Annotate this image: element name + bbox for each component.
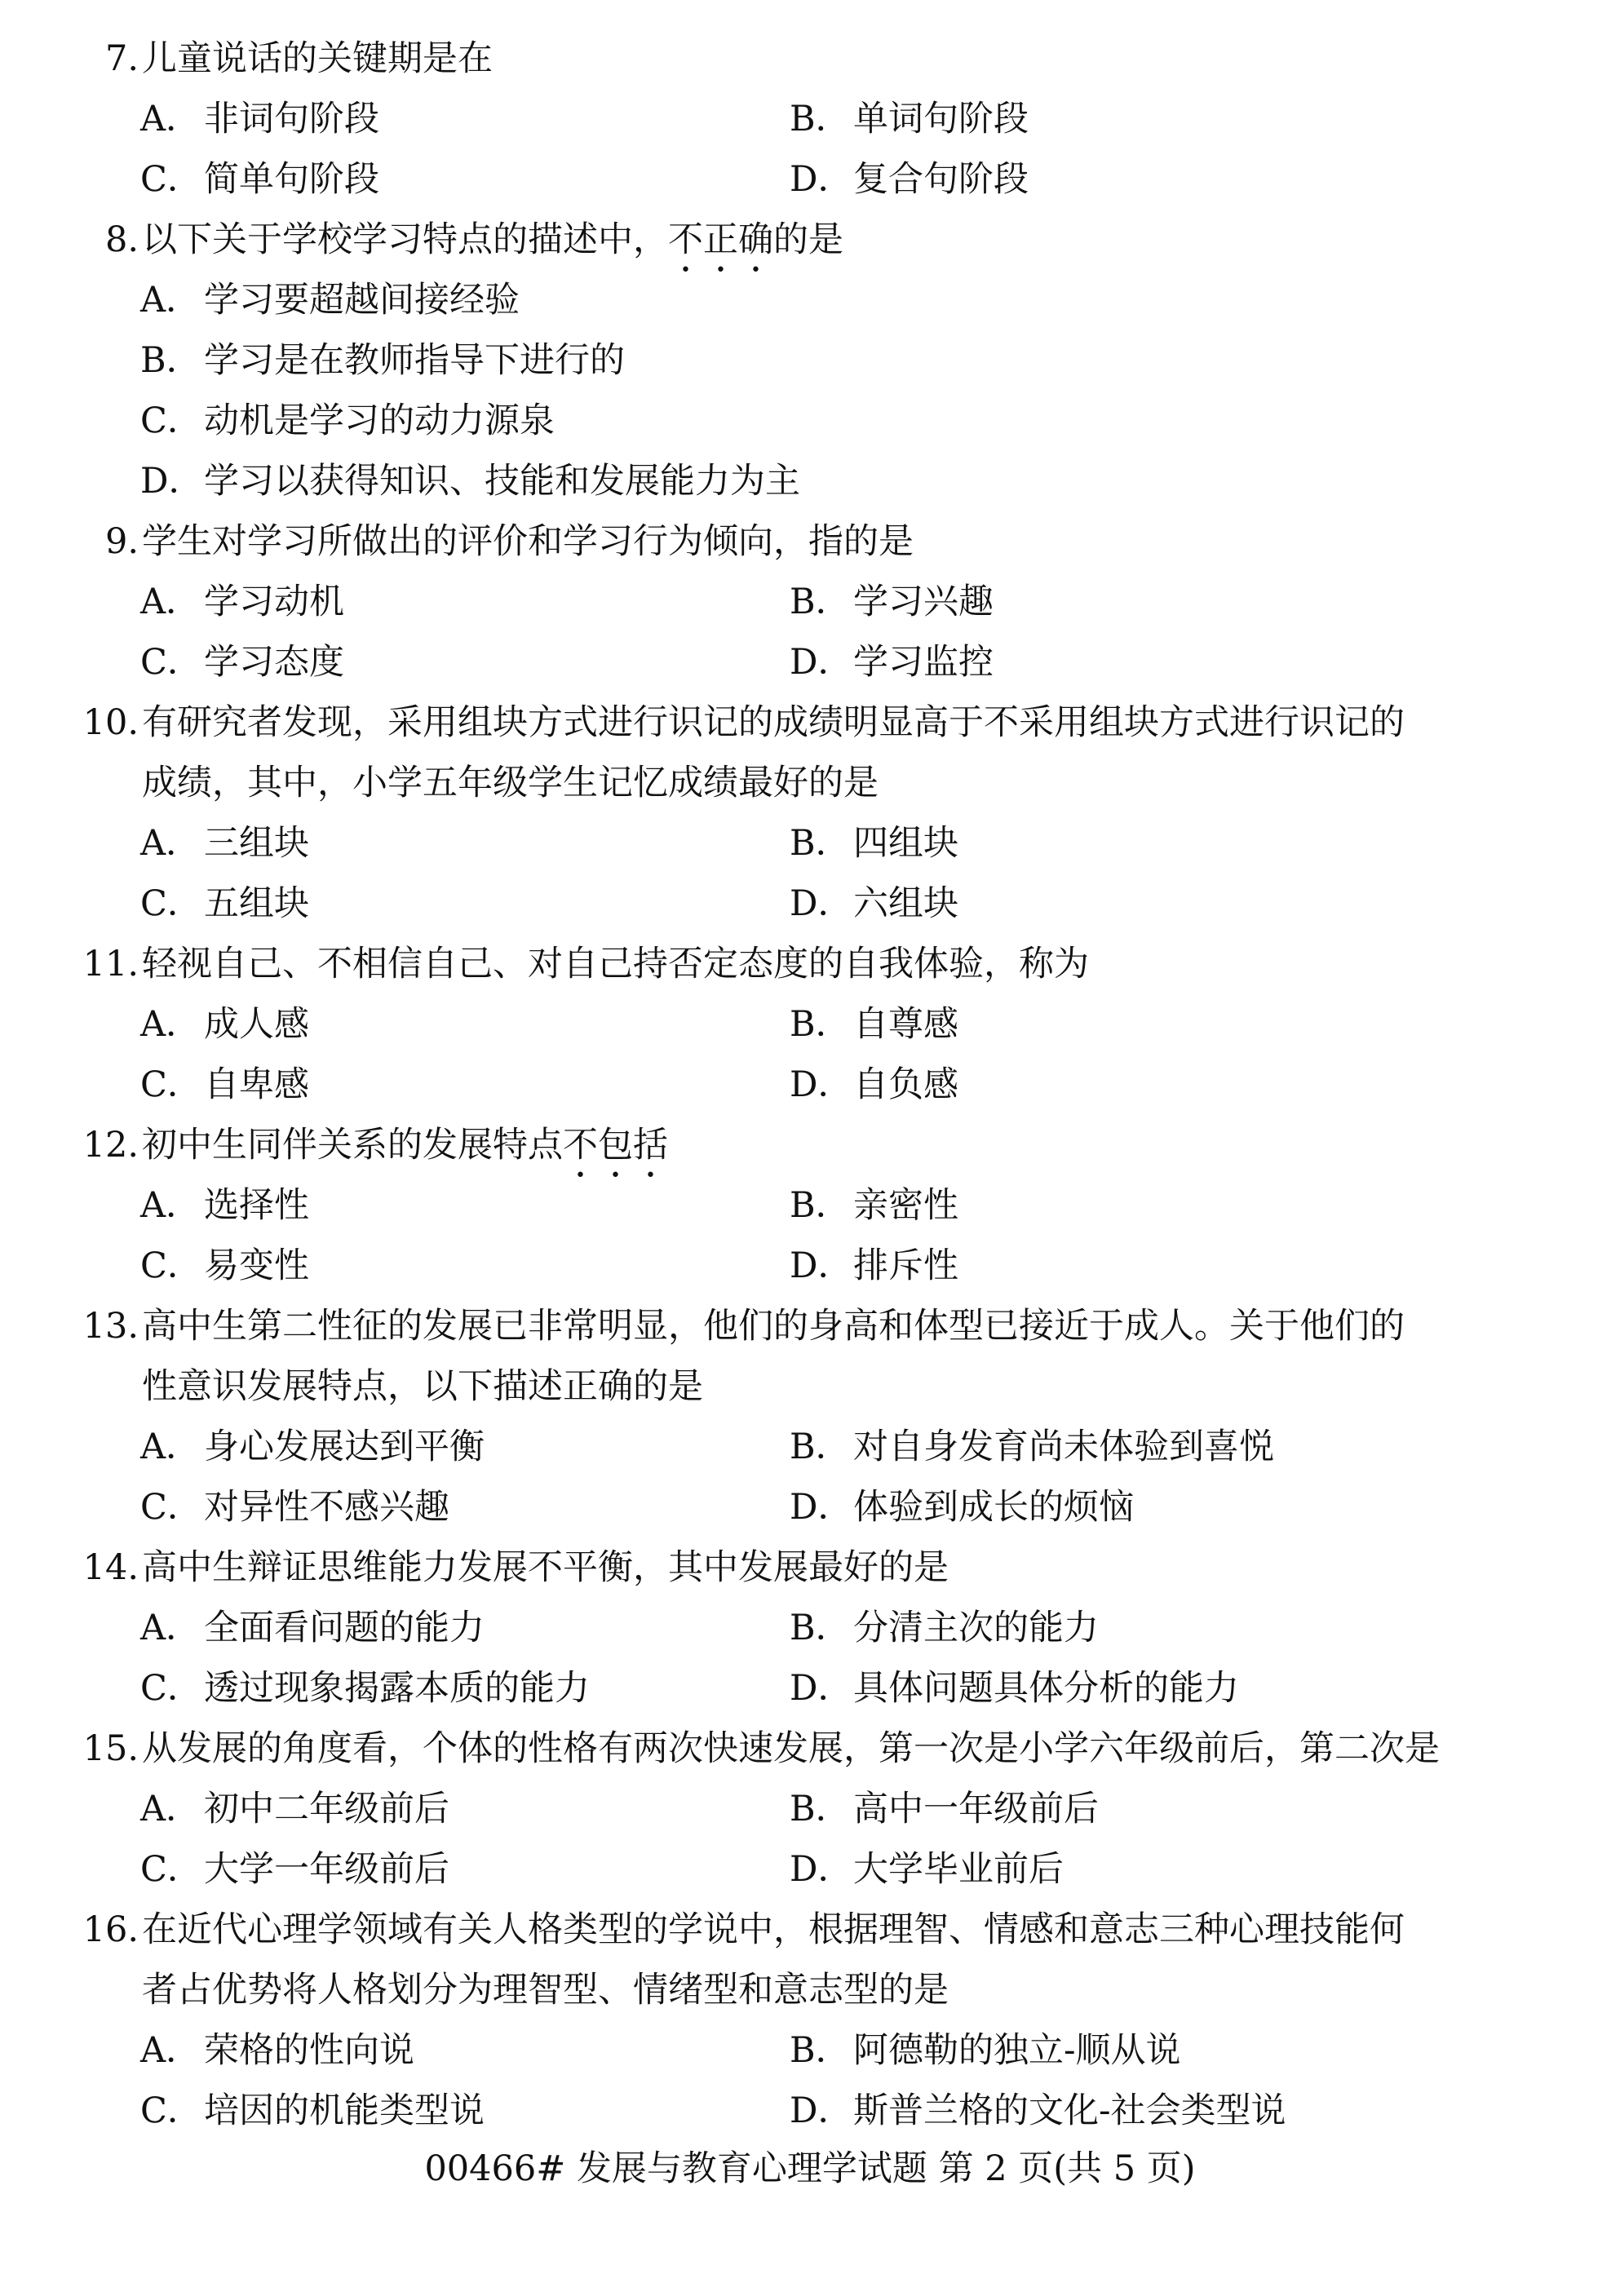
stem-text: 以下关于学校学习特点的描述中， [142, 219, 668, 260]
option-letter: C． [140, 1487, 202, 1528]
option-letter: B． [790, 2030, 851, 2071]
option-letter: C． [140, 400, 202, 441]
option-text: 大学毕业前后 [853, 1849, 1064, 1890]
option-c [140, 1484, 449, 1531]
question-stem-continued: 性意识发展特点，以下描述正确的是 [142, 1366, 703, 1407]
option-letter: B． [790, 1185, 851, 1226]
option-text: 身心发展达到平衡 [204, 1427, 485, 1467]
option-b [790, 1785, 1099, 1833]
option-text: 初中二年级前后 [204, 1789, 449, 1829]
option-text: 培因的机能类型说 [204, 2090, 485, 2131]
option-text: 大学一年级前后 [204, 1849, 449, 1890]
question-stem-continued: 成绩，其中，小学五年级学生记忆成绩最好的是 [142, 763, 879, 803]
option-text: 五组块 [204, 883, 309, 924]
option-a [140, 820, 309, 867]
option-a [140, 276, 520, 324]
option-letter: C． [140, 1064, 202, 1105]
option-text: 学习动机 [204, 582, 344, 622]
option-a [140, 1423, 485, 1471]
question-number: 13. [82, 1306, 139, 1347]
option-letter: D． [790, 1064, 853, 1105]
option-text: 自卑感 [204, 1064, 309, 1105]
option-text: 对异性不感兴趣 [204, 1487, 449, 1528]
question-number: 14. [82, 1547, 139, 1588]
stem-text: 的是 [773, 219, 843, 260]
option-letter: B． [790, 823, 851, 864]
question-stem [142, 216, 843, 281]
option-b [790, 820, 958, 867]
option-text: 排斥性 [853, 1245, 958, 1286]
option-text: 自尊感 [853, 1004, 958, 1045]
page-footer: 00466# 发展与教育心理学试题 第 2 页(共 5 页) [424, 2148, 1196, 2189]
option-b [790, 1423, 1274, 1471]
option-letter: C． [140, 1245, 202, 1286]
option-a [140, 2027, 414, 2074]
option-letter: A． [140, 1004, 201, 1045]
option-letter: A． [140, 1185, 201, 1226]
option-text: 成人感 [204, 1004, 309, 1045]
question-number: 15. [82, 1728, 139, 1769]
option-letter: B． [790, 1789, 851, 1829]
question-number: 8. [104, 219, 139, 260]
option-letter: C． [140, 1849, 202, 1890]
option-letter: D． [790, 1849, 853, 1890]
option-letter: B． [790, 99, 851, 139]
stem-text: 初中生同伴关系的发展特点 [142, 1125, 563, 1166]
option-text: 透过现象揭露本质的能力 [204, 1668, 590, 1709]
option-c [140, 1242, 309, 1290]
option-text: 动机是学习的动力源泉 [204, 400, 555, 441]
option-text: 选择性 [204, 1185, 309, 1226]
question-stem [142, 1121, 668, 1186]
option-letter: D． [790, 159, 853, 200]
question-number: 10. [82, 702, 139, 743]
option-letter: D． [790, 1668, 853, 1709]
option-text: 六组块 [853, 883, 958, 924]
option-d [790, 880, 958, 927]
option-c [140, 2087, 485, 2135]
option-text: 荣格的性向说 [204, 2030, 414, 2071]
option-letter: A． [140, 582, 201, 622]
option-letter: C． [140, 2090, 202, 2131]
option-letter: A． [140, 280, 201, 321]
option-a [140, 95, 379, 143]
option-letter: A． [140, 2030, 201, 2071]
option-d [790, 1846, 1064, 1893]
option-a [140, 1001, 309, 1048]
option-letter: C． [140, 642, 202, 683]
option-c [140, 880, 309, 927]
option-text: 非词句阶段 [204, 99, 379, 139]
question-number: 16. [82, 1909, 139, 1950]
option-text: 对自身发育尚未体验到喜悦 [853, 1427, 1274, 1467]
option-letter: A． [140, 99, 201, 139]
option-a [140, 1604, 485, 1652]
emphasis-text: 不正确 [668, 219, 773, 260]
emphasis-text: 不包括 [563, 1125, 668, 1166]
question-stem: 学生对学习所做出的评价和学习行为倾向，指的是 [142, 521, 914, 562]
option-b [790, 2027, 1181, 2074]
option-text: 阿德勒的独立-顺从说 [853, 2030, 1181, 2071]
question-number: 7. [104, 38, 139, 79]
option-b [790, 95, 1029, 143]
option-letter: C． [140, 883, 202, 924]
option-d [790, 2087, 1286, 2135]
question-stem: 从发展的角度看，个体的性格有两次快速发展，第一次是小学六年级前后，第二次是 [142, 1728, 1440, 1769]
option-b [790, 1182, 958, 1229]
option-letter: A． [140, 1427, 201, 1467]
option-text: 亲密性 [853, 1185, 958, 1226]
option-text: 学习要超越间接经验 [204, 280, 520, 321]
option-letter: B． [790, 1608, 851, 1648]
option-letter: B． [140, 340, 201, 381]
question-stem: 儿童说话的关键期是在 [142, 38, 493, 79]
option-c [140, 397, 555, 445]
option-text: 复合句阶段 [853, 159, 1029, 200]
option-letter: C． [140, 1668, 202, 1709]
option-b [790, 578, 994, 626]
option-b [140, 337, 625, 384]
option-text: 全面看问题的能力 [204, 1608, 485, 1648]
option-text: 分清主次的能力 [853, 1608, 1099, 1648]
option-letter: D． [790, 883, 853, 924]
option-text: 学习态度 [204, 642, 344, 683]
option-d [790, 639, 994, 686]
option-text: 体验到成长的烦恼 [853, 1487, 1134, 1528]
option-letter: C． [140, 159, 202, 200]
question-stem: 高中生辩证思维能力发展不平衡，其中发展最好的是 [142, 1547, 949, 1588]
option-text: 四组块 [853, 823, 958, 864]
option-c [140, 1665, 590, 1712]
question-stem-continued: 者占优势将人格划分为理智型、情绪型和意志型的是 [142, 1970, 949, 2011]
question-stem: 高中生第二性征的发展已非常明显，他们的身高和体型已接近于成人。关于他们的 [142, 1306, 1405, 1347]
question-stem: 在近代心理学领域有关人格类型的学说中，根据理智、情感和意志三种心理技能何 [142, 1909, 1405, 1950]
option-letter: D． [790, 1245, 853, 1286]
option-a [140, 1785, 449, 1833]
question-stem: 有研究者发现，采用组块方式进行识记的成绩明显高于不采用组块方式进行识记的 [142, 702, 1405, 743]
option-letter: A． [140, 1608, 201, 1648]
option-b [790, 1001, 958, 1048]
option-a [140, 1182, 309, 1229]
option-text: 学习以获得知识、技能和发展能力为主 [204, 461, 800, 502]
option-text: 学习兴趣 [853, 582, 994, 622]
option-letter: B． [790, 582, 851, 622]
option-d [790, 1665, 1239, 1712]
option-c [140, 639, 344, 686]
option-text: 易变性 [204, 1245, 309, 1286]
option-letter: A． [140, 823, 201, 864]
option-a [140, 578, 344, 626]
option-letter: A． [140, 1789, 201, 1829]
option-text: 自负感 [853, 1064, 958, 1105]
question-number: 12. [82, 1125, 139, 1166]
option-letter: D． [140, 461, 204, 502]
question-stem: 轻视自己、不相信自己、对自己持否定态度的自我体验，称为 [142, 944, 1089, 984]
option-text: 学习监控 [853, 642, 994, 683]
option-d [790, 1484, 1134, 1531]
option-text: 斯普兰格的文化-社会类型说 [853, 2090, 1286, 2131]
option-text: 三组块 [204, 823, 309, 864]
option-c [140, 156, 379, 203]
option-d [790, 1061, 958, 1108]
option-c [140, 1061, 309, 1108]
option-text: 简单句阶段 [204, 159, 379, 200]
option-letter: D． [790, 642, 853, 683]
option-text: 单词句阶段 [853, 99, 1029, 139]
option-d [790, 156, 1029, 203]
option-d [140, 458, 800, 505]
option-text: 高中一年级前后 [853, 1789, 1099, 1829]
option-c [140, 1846, 449, 1893]
option-text: 学习是在教师指导下进行的 [204, 340, 625, 381]
question-number: 9. [104, 521, 139, 562]
option-letter: D． [790, 2090, 853, 2131]
option-letter: B． [790, 1004, 851, 1045]
option-b [790, 1604, 1099, 1652]
question-number: 11. [82, 944, 139, 984]
option-letter: B． [790, 1427, 851, 1467]
option-text: 具体问题具体分析的能力 [853, 1668, 1239, 1709]
option-letter: D． [790, 1487, 853, 1528]
option-d [790, 1242, 958, 1290]
